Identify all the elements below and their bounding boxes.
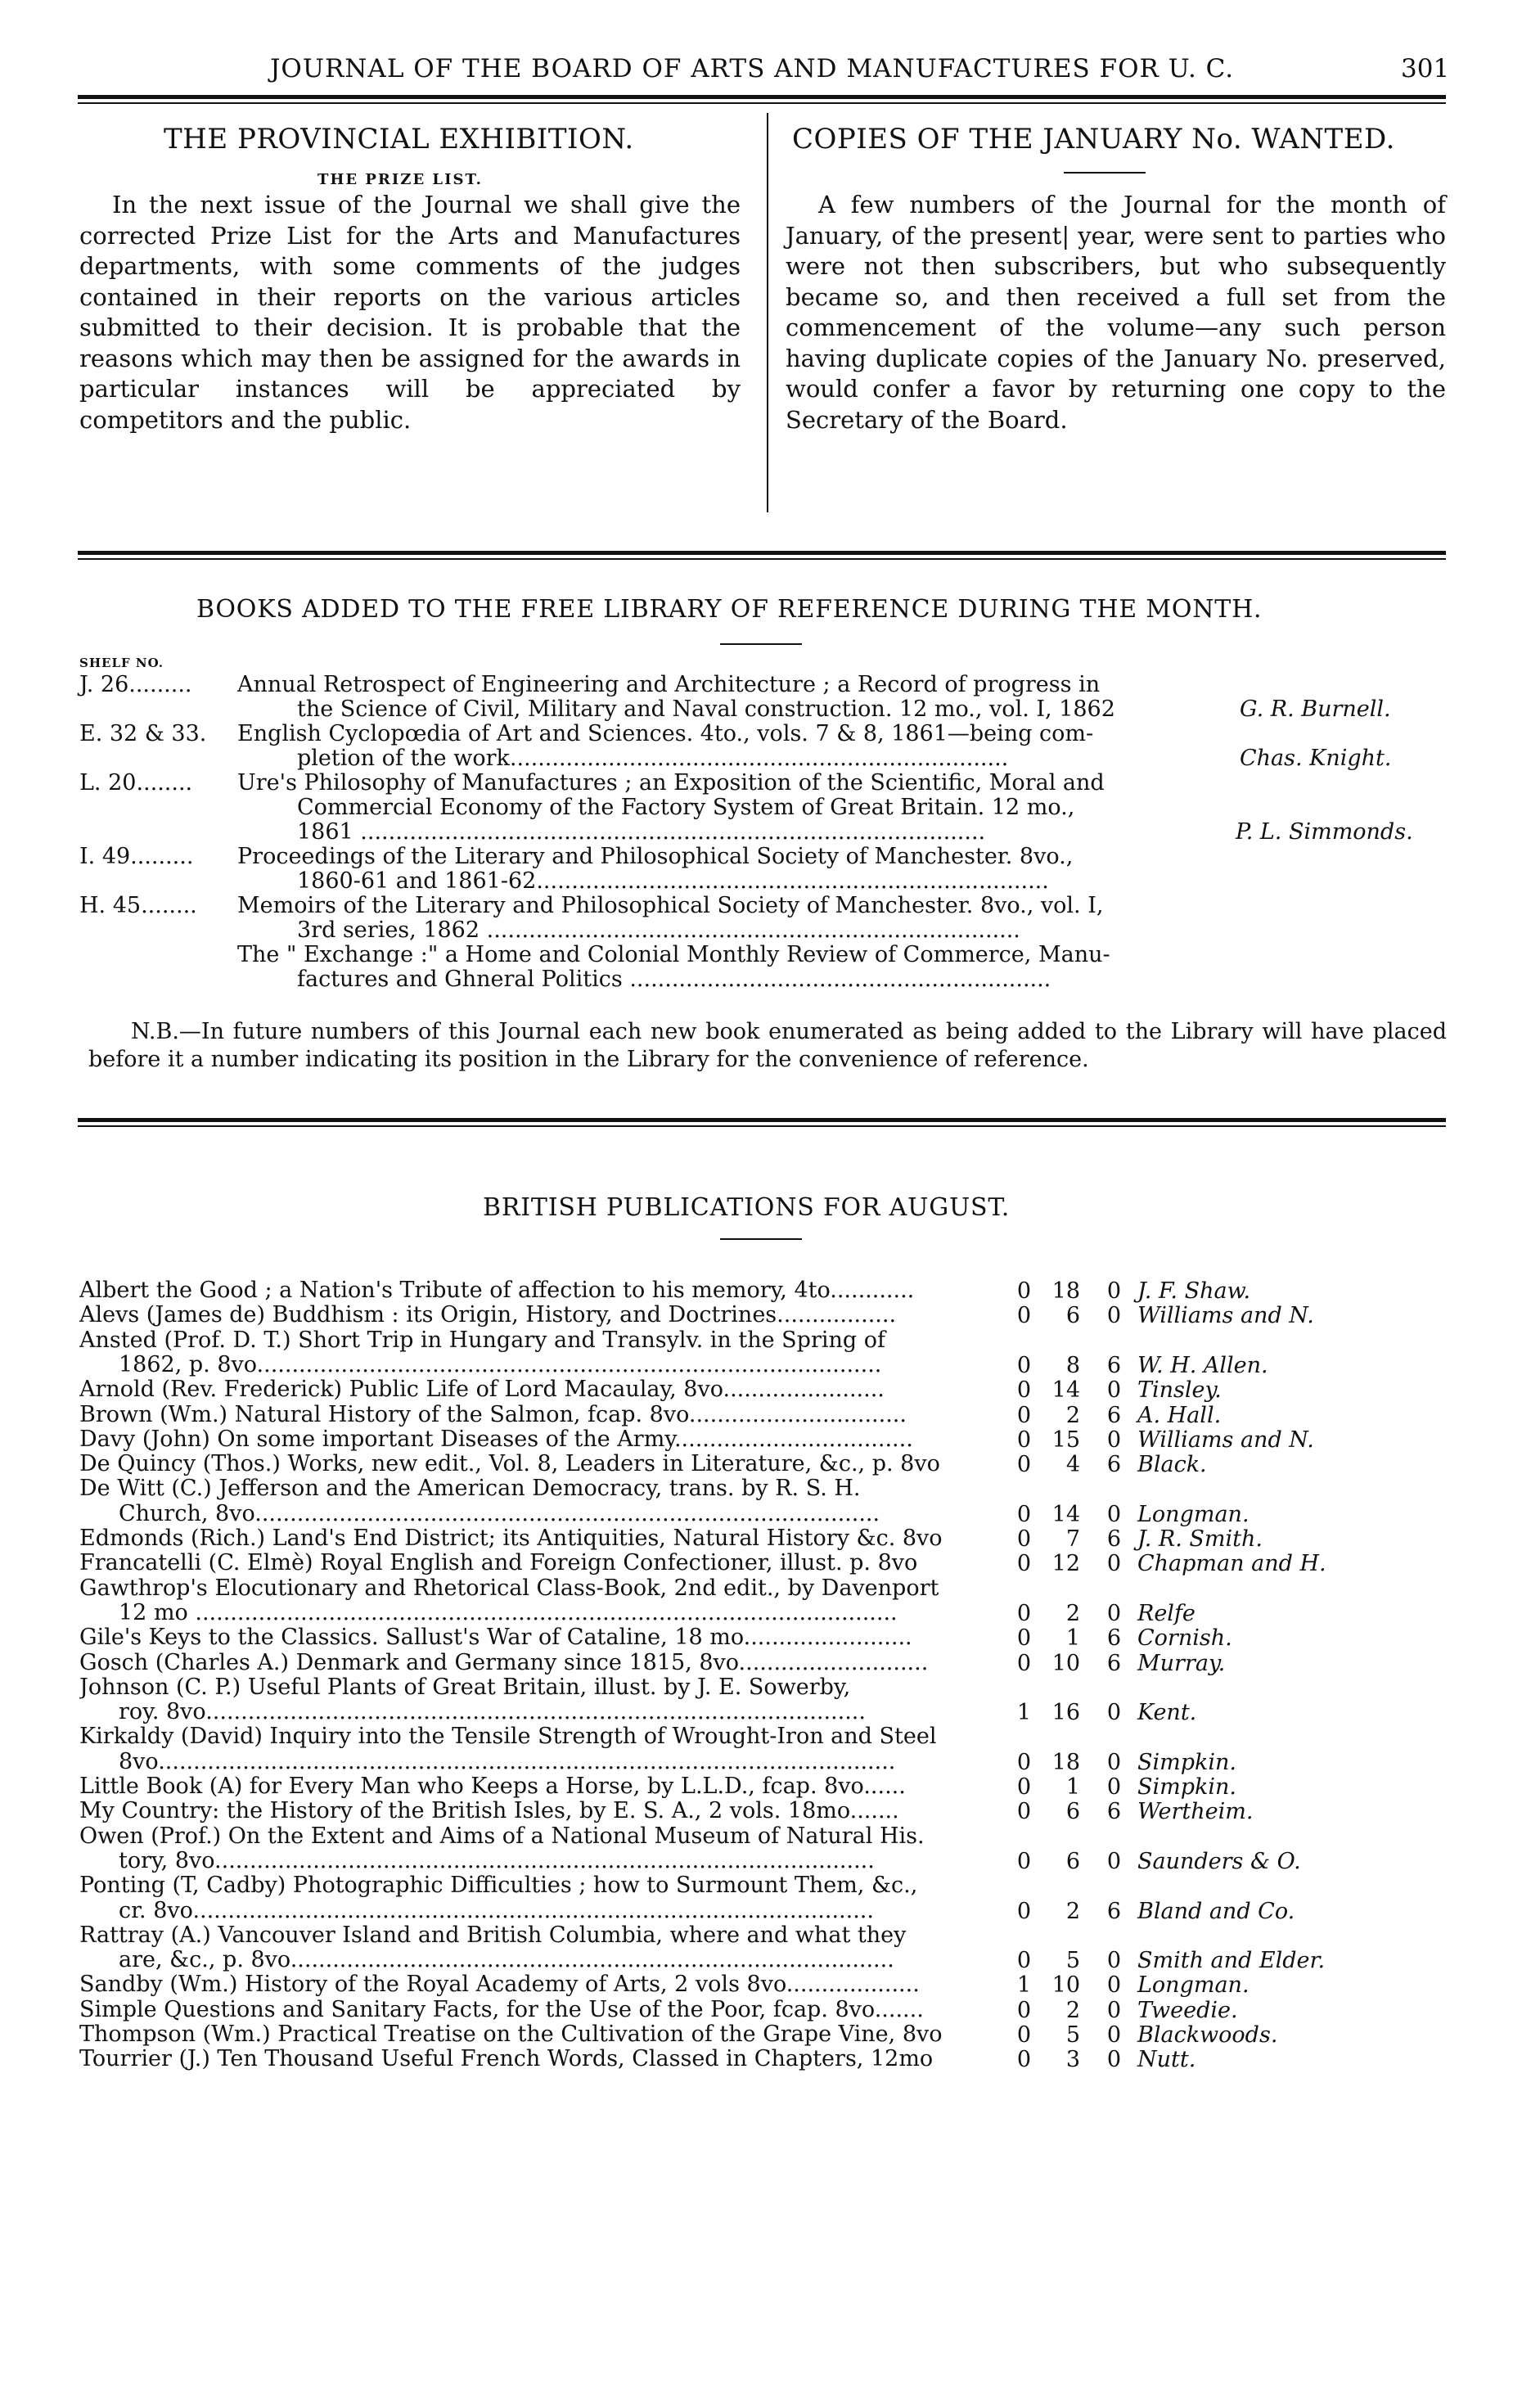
book-title-line: The " Exchange :" a Home and Colonial Monthly Review of Commerce, Manu- — [237, 942, 1110, 967]
publication-title-line: tory, 8vo.............................................................................................. — [119, 1848, 875, 1873]
section-rule-thin — [78, 558, 1446, 560]
publication-title-line: Brown (Wm.) Natural History of the Salmon, fcap. 8vo............................... — [79, 1402, 907, 1427]
page-number: 301 — [1401, 54, 1450, 83]
price-pence: 18 — [1051, 1278, 1080, 1304]
publication-title-line: Gawthrop's Elocutionary and Rhetorical Class-Book, 2nd edit., by Davenport — [79, 1575, 939, 1601]
price-shillings: 0 — [1016, 1898, 1031, 1924]
publisher-name: Simpkin. — [1137, 1774, 1236, 1800]
library-note: N.B.—In future numbers of this Journal each new book enumerated as being added to the Library will have placed before it a number indicating its position in the Library for the convenience of reference. — [88, 1019, 1447, 1072]
price-farthing: 0 — [1106, 1848, 1121, 1874]
price-pence: 2 — [1065, 1600, 1080, 1626]
price-pence: 5 — [1065, 1948, 1080, 1974]
price-pence: 14 — [1051, 1501, 1080, 1527]
publication-title-line: Kirkaldy (David) Inquiry into the Tensile Strength of Wrought-Iron and Steel — [79, 1724, 937, 1750]
price-shillings: 0 — [1016, 1774, 1031, 1800]
price-farthing: 0 — [1106, 2047, 1121, 2073]
publisher-name: Relfe — [1137, 1600, 1196, 1626]
publication-title-line: Rattray (A.) Vancouver Island and British Columbia, where and what they — [79, 1922, 907, 1948]
publication-title-line: Owen (Prof.) On the Extent and Aims of a National Museum of Natural His. — [79, 1823, 925, 1849]
publication-title-line: Alevs (James de) Buddhism : its Origin, History, and Doctrines................. — [79, 1303, 897, 1328]
copies-paragraph: A few numbers of the Journal for the month of January, of the present| year, were sent to parties who were not then subscribers, but who subsequently became so, and then received a full set from the commencement of the volume—any such person having duplicate copies of the January No. preserved, would confer a favor by returning one copy to the Secretary of the Board. — [786, 191, 1446, 434]
price-pence: 5 — [1065, 2022, 1080, 2048]
book-shelf: J. 26......... — [79, 672, 192, 697]
price-pence: 18 — [1051, 1749, 1080, 1775]
price-farthing: 6 — [1106, 1799, 1121, 1825]
publisher-name: Cornish. — [1137, 1625, 1232, 1652]
price-pence: 8 — [1065, 1352, 1080, 1378]
publisher-name: Tweedie. — [1137, 1997, 1238, 2023]
price-shillings: 0 — [1016, 1997, 1031, 2023]
book-shelf: E. 32 & 33. — [79, 721, 207, 746]
book-donor: G. R. Burnell. — [1240, 696, 1391, 722]
book-title-line: factures and Ghneral Politics ............................................................ — [297, 967, 1051, 992]
book-title-line: Memoirs of the Literary and Philosophical Society of Manchester. 8vo., vol. I, — [237, 893, 1104, 918]
section-rule-thick — [78, 551, 1446, 555]
price-farthing: 0 — [1106, 1700, 1121, 1726]
publication-title-line: 8vo......................................................................................................... — [119, 1749, 896, 1774]
publisher-name: Black. — [1137, 1452, 1207, 1478]
publisher-name: Saunders & O. — [1137, 1848, 1301, 1874]
publication-title-line: Edmonds (Rich.) Land's End District; its Antiquities, Natural History &c. 8vo — [79, 1526, 943, 1551]
price-farthing: 6 — [1106, 1352, 1121, 1378]
price-shillings: 0 — [1016, 1278, 1031, 1304]
price-farthing: 0 — [1106, 1303, 1121, 1329]
book-title-line: pletion of the work....................................................................... — [297, 746, 1009, 771]
price-pence: 2 — [1065, 1898, 1080, 1924]
price-pence: 6 — [1065, 1303, 1080, 1329]
publisher-name: J. F. Shaw. — [1137, 1278, 1251, 1304]
publications-title: BRITISH PUBLICATIONS FOR AUGUST. — [483, 1193, 1011, 1222]
publisher-name: Nutt. — [1137, 2047, 1196, 2073]
publication-title-line: Sandby (Wm.) History of the Royal Academy of Arts, 2 vols 8vo................... — [79, 1972, 920, 1998]
publication-title-line: Tourrier (J.) Ten Thousand Useful French Words, Classed in Chapters, 12mo — [79, 2047, 934, 2072]
book-title-line: English Cyclopœdia of Art and Sciences. 4to., vols. 7 & 8, 1861—being com- — [237, 721, 1094, 746]
price-pence: 10 — [1051, 1650, 1080, 1676]
price-shillings: 0 — [1016, 2022, 1031, 2048]
publisher-name: Longman. — [1137, 1972, 1250, 1999]
price-shillings: 0 — [1016, 1352, 1031, 1378]
publisher-name: Kent. — [1137, 1700, 1197, 1726]
price-pence: 16 — [1051, 1700, 1080, 1726]
publication-title-line: roy. 8vo.............................................................................................. — [119, 1700, 866, 1725]
publication-title-line: Ansted (Prof. D. T.) Short Trip in Hungary and Transylv. in the Spring of — [79, 1327, 885, 1353]
price-farthing: 0 — [1106, 1501, 1121, 1527]
price-shillings: 0 — [1016, 1799, 1031, 1825]
publication-title-line: are, &c., p. 8vo...................................................................................... — [119, 1948, 894, 1973]
price-shillings: 1 — [1016, 1972, 1031, 1999]
price-shillings: 0 — [1016, 1303, 1031, 1329]
publication-title-line: Arnold (Rev. Frederick) Public Life of Lord Macaulay, 8vo....................... — [79, 1377, 885, 1403]
price-farthing: 6 — [1106, 1898, 1121, 1924]
publication-title-line: 12 mo .................................................................................................... — [119, 1600, 898, 1625]
price-shillings: 0 — [1016, 1600, 1031, 1626]
price-farthing: 0 — [1106, 1749, 1121, 1775]
price-shillings: 0 — [1016, 1402, 1031, 1428]
price-farthing: 0 — [1106, 1774, 1121, 1800]
price-shillings: 0 — [1016, 1650, 1031, 1676]
publication-title-line: Church, 8vo......................................................................................... — [119, 1501, 880, 1526]
publication-title-line: De Witt (C.) Jefferson and the American Democracy, trans. by R. S. H. — [79, 1476, 861, 1502]
publication-title-line: Ponting (T, Cadby) Photographic Difficulties ; how to Surmount Them, &c., — [79, 1873, 918, 1899]
book-title-line: Annual Retrospect of Engineering and Architecture ; a Record of progress in — [237, 672, 1101, 697]
price-pence: 14 — [1051, 1377, 1080, 1404]
publication-title-line: Albert the Good ; a Nation's Tribute of affection to his memory, 4to............ — [79, 1278, 915, 1303]
publisher-name: Williams and N. — [1137, 1427, 1314, 1453]
book-title-line: 1861 ......................................................................................... — [297, 820, 986, 845]
publication-title-line: Simple Questions and Sanitary Facts, for the Use of the Poor, fcap. 8vo....... — [79, 1997, 924, 2022]
book-shelf: H. 45........ — [79, 893, 197, 918]
price-farthing: 6 — [1106, 1625, 1121, 1652]
book-title-line: the Science of Civil, Military and Naval construction. 12 mo., vol. I, 1862 — [297, 696, 1115, 722]
book-title-line: Proceedings of the Literary and Philosophical Society of Manchester. 8vo., — [237, 844, 1074, 869]
publisher-name: Smith and Elder. — [1137, 1948, 1326, 1974]
price-shillings: 0 — [1016, 1749, 1031, 1775]
publisher-name: Wertheim. — [1137, 1799, 1254, 1825]
book-shelf: L. 20........ — [79, 770, 193, 796]
header-rule-thick — [78, 95, 1446, 99]
publication-title-line: 1862, p. 8vo......................................................................................... — [119, 1352, 882, 1377]
publisher-name: W. H. Allen. — [1137, 1352, 1268, 1378]
book-title-line: Commercial Economy of the Factory System of Great Britain. 12 mo., — [297, 795, 1075, 820]
price-farthing: 0 — [1106, 1948, 1121, 1974]
provincial-heading: THE PROVINCIAL EXHIBITION. — [164, 123, 634, 156]
price-farthing: 6 — [1106, 1402, 1121, 1428]
book-donor: Chas. Knight. — [1240, 746, 1392, 771]
publisher-name: Bland and Co. — [1137, 1898, 1295, 1924]
publisher-name: Tinsley. — [1137, 1377, 1222, 1404]
price-pence: 4 — [1065, 1452, 1080, 1478]
section-rule-thin — [78, 1125, 1446, 1127]
publisher-name: Chapman and H. — [1137, 1551, 1326, 1577]
books-title-rule — [720, 643, 802, 645]
running-header: JOURNAL OF THE BOARD OF ARTS AND MANUFACTURES FOR U. C. — [270, 54, 1235, 83]
price-farthing: 6 — [1106, 1452, 1121, 1478]
price-shillings: 0 — [1016, 1551, 1031, 1577]
publication-title-line: De Quincy (Thos.) Works, new edit., Vol. 8, Leaders in Literature, &c., p. 8vo — [79, 1452, 940, 1477]
price-pence: 2 — [1065, 1997, 1080, 2023]
price-shillings: 0 — [1016, 1948, 1031, 1974]
copies-heading: COPIES OF THE JANUARY No. WANTED. — [792, 123, 1395, 156]
publication-title-line: Little Book (A) for Every Man who Keeps a Horse, by L.L.D., fcap. 8vo...... — [79, 1774, 906, 1799]
copies-heading-rule — [1064, 172, 1146, 174]
price-pence: 2 — [1065, 1402, 1080, 1428]
price-shillings: 0 — [1016, 1427, 1031, 1453]
book-title-line: Ure's Philosophy of Manufactures ; an Exposition of the Scientific, Moral and — [237, 770, 1105, 796]
publisher-name: Murray. — [1137, 1650, 1226, 1676]
publisher-name: Longman. — [1137, 1501, 1250, 1527]
price-farthing: 0 — [1106, 1278, 1121, 1304]
price-shillings: 0 — [1016, 1526, 1031, 1552]
price-pence: 12 — [1051, 1551, 1080, 1577]
price-pence: 15 — [1051, 1427, 1080, 1453]
price-shillings: 0 — [1016, 1848, 1031, 1874]
section-rule-thick — [78, 1118, 1446, 1122]
book-shelf: I. 49......... — [79, 844, 194, 869]
price-pence: 6 — [1065, 1799, 1080, 1825]
prize-list-subheading: THE PRIZE LIST. — [317, 171, 483, 188]
price-pence: 10 — [1051, 1972, 1080, 1999]
provincial-paragraph: In the next issue of the Journal we shall give the corrected Prize List for the Arts and Manufactures departments, with some comments of the judges contained in their reports on the various articles submitted to their decision. It is probable that the reasons which may then be assigned for the awards in particular instances will be appreciated by competitors and the public. — [79, 191, 741, 434]
price-farthing: 0 — [1106, 1427, 1121, 1453]
price-shillings: 0 — [1016, 1452, 1031, 1478]
publisher-name: Simpkin. — [1137, 1749, 1236, 1775]
publication-title-line: cr. 8vo................................................................................................. — [119, 1898, 874, 1923]
publication-title-line: Thompson (Wm.) Practical Treatise on the Cultivation of the Grape Vine, 8vo — [79, 2022, 943, 2047]
price-pence: 3 — [1065, 2047, 1080, 2073]
price-farthing: 6 — [1106, 1650, 1121, 1676]
book-title-line: 3rd series, 1862 ............................................................................ — [297, 918, 1020, 943]
price-farthing: 0 — [1106, 1551, 1121, 1577]
publisher-name: Blackwoods. — [1137, 2022, 1278, 2048]
price-farthing: 0 — [1106, 2022, 1121, 2048]
price-shillings: 0 — [1016, 1501, 1031, 1527]
publication-title-line: Davy (John) On some important Diseases of the Army.................................. — [79, 1427, 913, 1452]
publication-title-line: Johnson (C. P.) Useful Plants of Great Britain, illust. by J. E. Sowerby, — [79, 1675, 851, 1700]
price-farthing: 0 — [1106, 1377, 1121, 1404]
publisher-name: J. R. Smith. — [1137, 1526, 1263, 1552]
price-shillings: 0 — [1016, 1625, 1031, 1652]
shelf-number-label: SHELF NO. — [79, 656, 164, 670]
publications-title-rule — [720, 1238, 802, 1240]
price-pence: 1 — [1065, 1625, 1080, 1652]
price-pence: 7 — [1065, 1526, 1080, 1552]
price-farthing: 6 — [1106, 1526, 1121, 1552]
publication-title-line: My Country: the History of the British Isles, by E. S. A., 2 vols. 18mo....... — [79, 1799, 899, 1824]
price-farthing: 0 — [1106, 1972, 1121, 1999]
publication-title-line: Gosch (Charles A.) Denmark and Germany since 1815, 8vo........................... — [79, 1650, 929, 1675]
price-pence: 6 — [1065, 1848, 1080, 1874]
price-pence: 1 — [1065, 1774, 1080, 1800]
books-section-title: BOOKS ADDED TO THE FREE LIBRARY OF REFERENCE DURING THE MONTH. — [196, 595, 1263, 624]
book-title-line: 1860-61 and 1861-62......................................................................... — [297, 869, 1049, 894]
price-farthing: 0 — [1106, 1600, 1121, 1626]
book-donor: P. L. Simmonds. — [1236, 819, 1413, 845]
publication-title-line: Francatelli (C. Elmè) Royal English and Foreign Confectioner, illust. p. 8vo — [79, 1551, 918, 1576]
price-shillings: 1 — [1016, 1700, 1031, 1726]
publication-title-line: Gile's Keys to the Classics. Sallust's War of Cataline, 18 mo........................ — [79, 1625, 912, 1651]
column-divider — [767, 113, 768, 512]
publisher-name: Williams and N. — [1137, 1303, 1314, 1329]
price-farthing: 0 — [1106, 1997, 1121, 2023]
publisher-name: A. Hall. — [1137, 1402, 1222, 1428]
header-rule-thin — [78, 102, 1446, 104]
price-shillings: 0 — [1016, 1377, 1031, 1404]
price-shillings: 0 — [1016, 2047, 1031, 2073]
